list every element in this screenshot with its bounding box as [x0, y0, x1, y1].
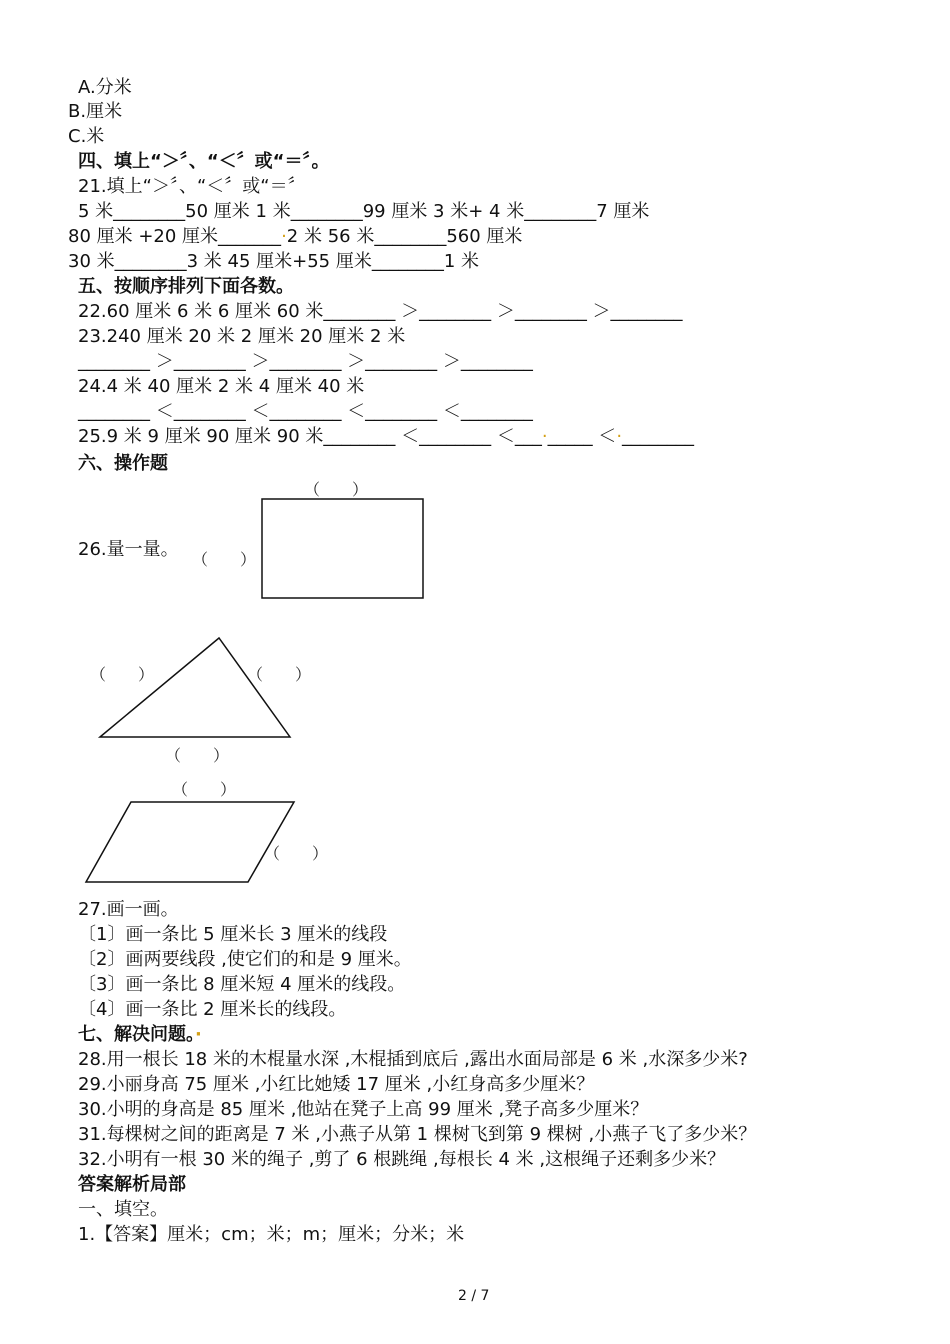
rectangle-figure — [255, 494, 430, 604]
question-21-row-2 — [68, 225, 522, 249]
option-a: A.分米 — [78, 77, 132, 98]
section-6-title: 六、操作题 — [78, 453, 168, 474]
parallelogram-right-paren: （ ） — [264, 844, 329, 863]
question-23-blanks: ________ ＞________ ＞________ ＞________ ＞________ — [78, 351, 533, 372]
question-25-part-1: 25.9 米 9 厘米 90 厘米 90 米________ ＜________ ＜___ — [78, 426, 542, 447]
question-21-row-2-right: 2 米 56 米________560 厘米 — [286, 226, 523, 247]
question-25-part-2: _____ ＜ — [547, 426, 617, 447]
mark-dot: · — [616, 426, 623, 447]
question-25-part-3: ________ — [622, 426, 695, 447]
parallelogram-top-paren: （ ） — [172, 780, 237, 799]
question-21-row-1: 5 米________50 厘米 1 米________99 厘米 3 米+ 4 米________7 厘米 — [78, 201, 650, 222]
question-25 — [78, 425, 694, 449]
answers-title: 答案解析局部 — [78, 1174, 186, 1195]
question-31: 31.每棵树之间的距离是 7 米 ,小燕子从第 1 棵树飞到第 9 棵树 ,小燕子飞了多少米？ — [78, 1124, 757, 1145]
option-b: B.厘米 — [68, 101, 123, 122]
rectangle-left-paren: （ ） — [192, 550, 257, 569]
triangle-bottom-paren: （ ） — [165, 746, 230, 765]
question-27-2: 〔2〕画两要线段 ,使它们的和是 9 厘米。 — [78, 949, 412, 970]
question-21-row-2-left: 80 厘米 +20 厘米_______ — [68, 226, 282, 247]
mark-dot: · — [541, 426, 548, 447]
question-26: 26.量一量。 — [78, 539, 179, 560]
triangle-left-paren: （ ） — [90, 665, 155, 684]
question-27-4: 〔4〕画一条比 2 厘米长的线段。 — [78, 999, 347, 1020]
question-22: 22.60 厘米 6 米 6 厘米 60 米________ ＞________ ＞________ ＞________ — [78, 301, 683, 322]
section-5-title: 五、按顺序排列下面各数。 — [78, 276, 294, 297]
question-21: 21.填上“＞〞、“＜〞或“＝〞 — [78, 176, 306, 197]
question-24: 24.4 米 40 厘米 2 米 4 厘米 40 米 — [78, 376, 365, 397]
section-7-title-text: 七、解决问题。 — [78, 1024, 195, 1045]
question-27-1: 〔1〕画一条比 5 厘米长 3 厘米的线段 — [78, 924, 388, 945]
triangle-right-paren: （ ） — [247, 665, 312, 684]
section-4-title: 四、填上“＞〞、“＜〞或“＝〞。 — [78, 151, 330, 172]
section-7-title — [78, 1023, 202, 1047]
question-24-blanks: ________ ＜________ ＜________ ＜________ ＜________ — [78, 401, 533, 422]
question-28: 28.用一根长 18 米的木棍量水深 ,木棍插到底后 ,露出水面局部是 6 米 ,水深多少米? — [78, 1049, 748, 1070]
option-c: C.米 — [68, 126, 105, 147]
rectangle-top-paren: （ ） — [304, 480, 369, 499]
answer-1: 1.【答案】厘米；cm；米；m；厘米；分米；米 — [78, 1224, 465, 1245]
question-27-3: 〔3〕画一条比 8 厘米短 4 厘米的线段。 — [78, 974, 406, 995]
question-29: 29.小丽身高 75 厘米 ,小红比她矮 17 厘米 ,小红身高多少厘米？ — [78, 1074, 595, 1095]
mark-dot: · — [281, 226, 287, 247]
question-32: 32.小明有一根 30 米的绳子 ,剪了 6 根跳绳 ,每根长 4 米 ,这根绳子还剩多少米？ — [78, 1149, 726, 1170]
question-30: 30.小明的身高是 85 厘米 ,他站在凳子上高 99 厘米 ,凳子高多少厘米？ — [78, 1099, 649, 1120]
question-23: 23.240 厘米 20 米 2 厘米 20 厘米 2 米 — [78, 326, 406, 347]
answers-part-1: 一、填空。 — [78, 1199, 168, 1220]
question-27: 27.画一画。 — [78, 899, 179, 920]
page-number: 2 / 7 — [458, 1288, 490, 1304]
mark-dot: · — [195, 1024, 202, 1045]
triangle-figure — [95, 632, 300, 744]
question-21-row-3: 30 米________3 米 45 厘米+55 厘米________1 米 — [68, 251, 480, 272]
